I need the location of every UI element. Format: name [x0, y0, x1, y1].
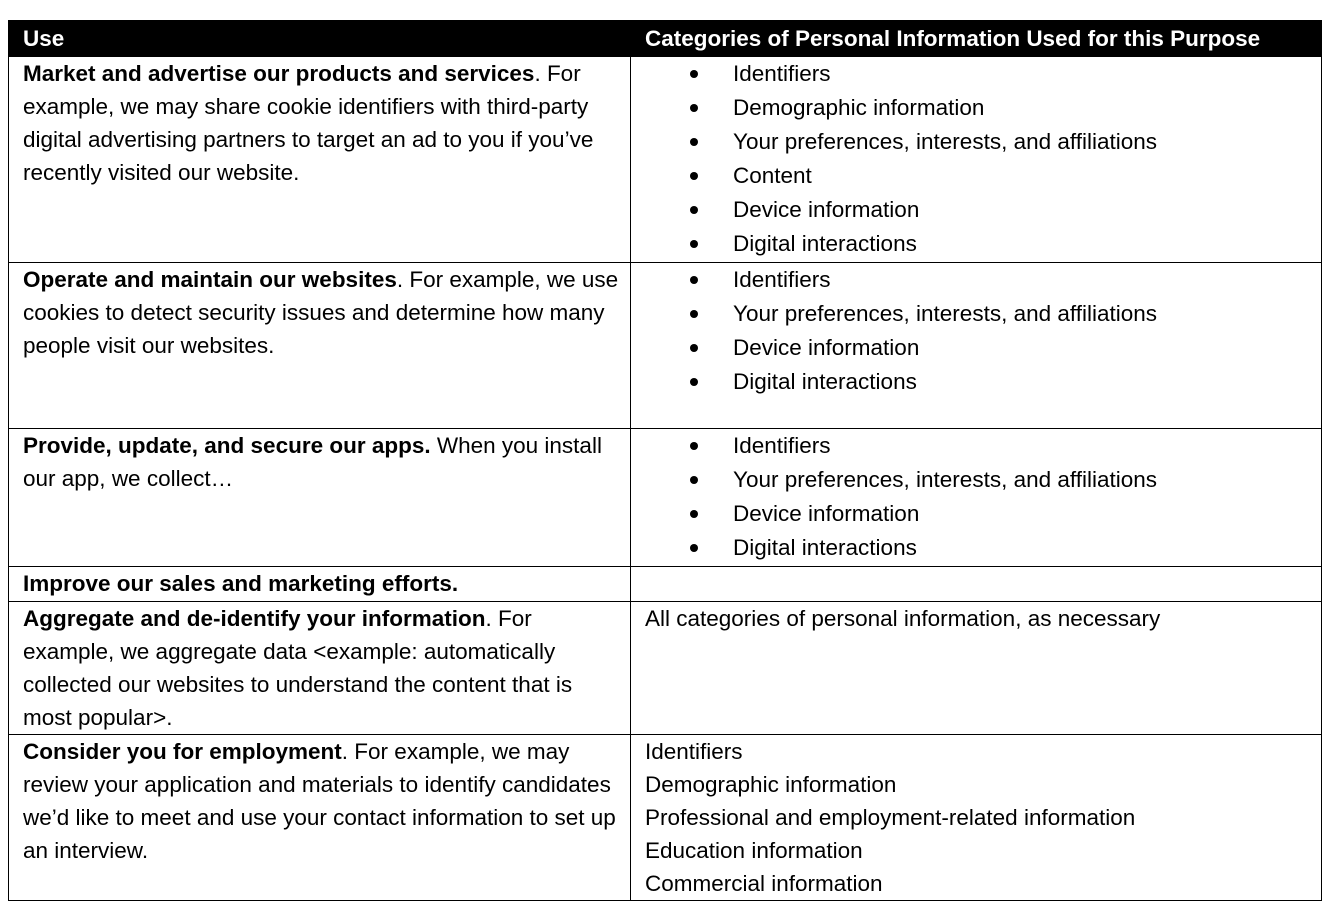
list-item: Demographic information	[645, 91, 1315, 125]
use-cell	[9, 263, 631, 429]
bullet-icon	[690, 240, 698, 248]
bullet-icon	[690, 476, 698, 484]
list-item: Identifiers	[645, 57, 1315, 91]
list-item: Identifiers	[645, 429, 1315, 463]
bullet-icon	[690, 138, 698, 146]
header-categories: Categories of Personal Information Used for this Purpose	[631, 21, 1322, 57]
list-item: Device information	[645, 193, 1315, 227]
use-cell	[9, 602, 631, 735]
use-text: . For example, we may share cookie identifiers with third-party digital advertising partners to target an ad to you if you’ve recently visited our website.	[23, 61, 594, 185]
list-item: Device information	[645, 331, 1315, 365]
use-title: Market and advertise our products and services	[23, 61, 535, 86]
table-row	[9, 735, 1322, 901]
categories-cell	[631, 602, 1322, 735]
use-text: . For example, we may review your application and materials to identify candidates we’d like to meet and use your contact information to set up an interview.	[23, 739, 616, 863]
list-item: Digital interactions	[645, 227, 1315, 261]
list-item: Your preferences, interests, and affiliations	[645, 297, 1315, 331]
table-header-row	[9, 21, 1322, 57]
purposes-table	[8, 20, 1322, 901]
list-item: Content	[645, 159, 1315, 193]
bullet-icon	[690, 378, 698, 386]
table-row	[9, 429, 1322, 567]
bullet-icon	[690, 442, 698, 450]
categories-cell	[631, 263, 1322, 429]
table-row	[9, 263, 1322, 429]
bullet-icon	[690, 344, 698, 352]
list-item: Identifiers	[645, 263, 1315, 297]
use-title: Provide, update, and secure our apps.	[23, 433, 431, 458]
bullet-icon	[690, 172, 698, 180]
list-item: Digital interactions	[645, 365, 1315, 399]
bullet-icon	[690, 544, 698, 552]
use-cell	[9, 57, 631, 263]
bullet-icon	[690, 206, 698, 214]
categories-list	[645, 57, 1315, 261]
use-title: Aggregate and de-identify your information	[23, 606, 486, 631]
use-title: Operate and maintain our websites	[23, 267, 397, 292]
bullet-icon	[690, 310, 698, 318]
list-item: Identifiers	[645, 739, 743, 764]
bullet-icon	[690, 510, 698, 518]
table-row	[9, 57, 1322, 263]
categories-cell	[631, 567, 1322, 602]
list-item: Professional and employment-related information	[645, 805, 1136, 830]
categories-list	[645, 429, 1315, 565]
use-title: Improve our sales and marketing efforts.	[23, 571, 459, 596]
table-row	[9, 567, 1322, 602]
list-item: Education information	[645, 838, 863, 863]
use-title: Consider you for employment	[23, 739, 342, 764]
categories-text: All categories of personal information, as necessary	[645, 606, 1161, 631]
bullet-icon	[690, 70, 698, 78]
bullet-icon	[690, 276, 698, 284]
use-text: . For example, we use cookies to detect security issues and determine how many people visit our websites.	[23, 267, 619, 358]
use-text: . For example, we aggregate data <example: automatically collected our websites to understand the content that is most popular>.	[23, 606, 573, 730]
list-item: Digital interactions	[645, 531, 1315, 565]
use-cell	[9, 735, 631, 901]
bullet-icon	[690, 104, 698, 112]
use-cell	[9, 429, 631, 567]
header-use: Use	[9, 21, 631, 57]
categories-cell	[631, 429, 1322, 567]
list-item: Your preferences, interests, and affiliations	[645, 125, 1315, 159]
list-item: Device information	[645, 497, 1315, 531]
use-cell	[9, 567, 631, 602]
list-item: Your preferences, interests, and affiliations	[645, 463, 1315, 497]
categories-cell	[631, 57, 1322, 263]
table-row	[9, 602, 1322, 735]
list-item: Commercial information	[645, 871, 883, 896]
use-text: When you install our app, we collect…	[23, 433, 602, 491]
categories-list	[645, 263, 1315, 399]
list-item: Demographic information	[645, 772, 897, 797]
categories-cell	[631, 735, 1322, 901]
